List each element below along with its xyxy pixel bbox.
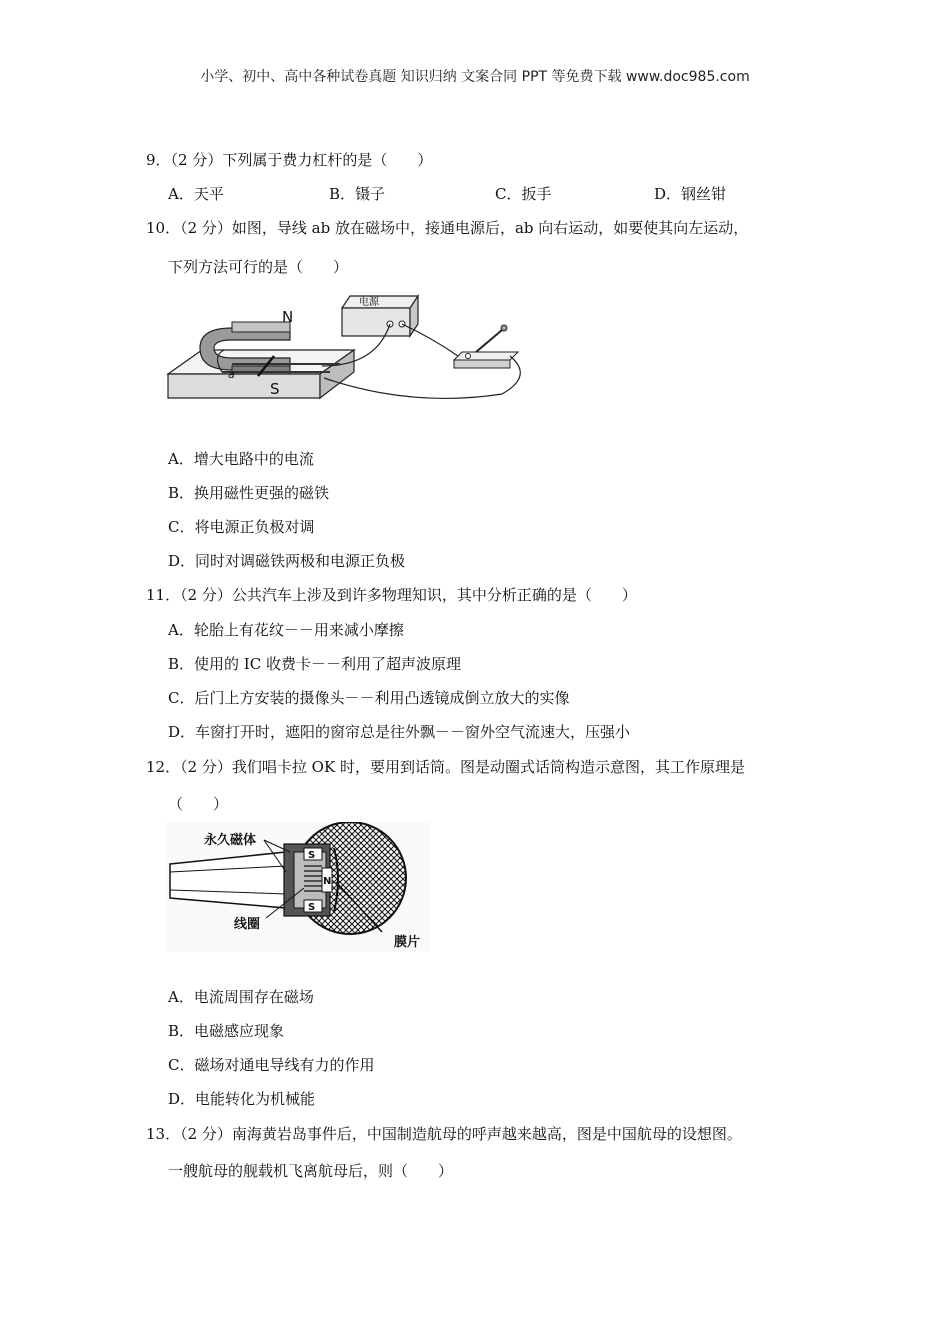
q10-option-b: B．换用磁性更强的磁铁 xyxy=(168,484,330,502)
q10-option-d: D．同时对调磁铁两极和电源正负极 xyxy=(168,552,406,570)
q12-option-b: B．电磁感应现象 xyxy=(168,1022,285,1040)
q9-option-b: B．镊子 xyxy=(329,185,386,203)
q10-option-c: C．将电源正负极对调 xyxy=(168,518,315,536)
label-s-pole: S xyxy=(270,380,280,398)
question-10-stem-line1: 10．（2 分）如图，导线 ab 放在磁场中，接通电源后，ab 向右运动，如要使其向左运动， xyxy=(146,219,749,237)
question-10-stem-line2: 下列方法可行的是（ ） xyxy=(168,258,349,276)
q12-option-c: C．磁场对通电导线有力的作用 xyxy=(168,1056,375,1074)
question-13-stem-line2: 一艘航母的舰载机飞离航母后，则（ ） xyxy=(168,1162,454,1180)
q11-option-d: D．车窗打开时，遮阳的窗帘总是往外飘－－窗外空气流速大，压强小 xyxy=(168,723,631,741)
question-13-stem-line1: 13．（2 分）南海黄岩岛事件后，中国制造航母的呼声越来越高，图是中国航母的设想图。 xyxy=(146,1125,742,1143)
question-9-stem: 9．（2 分）下列属于费力杠杆的是（ ） xyxy=(146,151,433,169)
page-header: 小学、初中、高中各种试卷真题 知识归纳 文案合同 PPT 等免费下载 www.doc985.com xyxy=(200,69,750,85)
label-permanent-magnet: 永久磁体 xyxy=(204,833,257,848)
label-n-center: N xyxy=(323,876,332,887)
q10-motor-figure xyxy=(162,286,532,408)
label-n-pole: N xyxy=(282,308,294,326)
q12-option-a: A．电流周围存在磁场 xyxy=(168,988,314,1006)
label-coil: 线圈 xyxy=(234,917,261,932)
q12-option-d: D．电能转化为机械能 xyxy=(168,1090,316,1108)
q11-option-a: A．轮胎上有花纹－－用来减小摩擦 xyxy=(168,621,404,639)
label-s-top: S xyxy=(308,850,316,861)
question-12-stem-line2: （ ） xyxy=(168,795,229,813)
question-11-stem: 11．（2 分）公共汽车上涉及到许多物理知识，其中分析正确的是（ ） xyxy=(146,586,637,604)
q9-option-c: C．扳手 xyxy=(495,185,552,203)
q12-microphone-figure xyxy=(166,822,430,952)
q9-option-d: D．钢丝钳 xyxy=(654,185,727,203)
q10-option-a: A．增大电路中的电流 xyxy=(168,450,314,468)
power-label: 电源 xyxy=(359,297,379,308)
q11-option-b: B．使用的 IC 收费卡－－利用了超声波原理 xyxy=(168,655,461,673)
question-12-stem-line1: 12．（2 分）我们唱卡拉 OK 时，要用到话筒。图是动圈式话筒构造示意图，其工作原理是 xyxy=(146,758,745,776)
q9-option-a: A．天平 xyxy=(168,185,224,203)
label-diaphragm: 膜片 xyxy=(394,935,421,950)
q11-option-c: C．后门上方安装的摄像头－－利用凸透镜成倒立放大的实像 xyxy=(168,689,570,707)
label-a: a xyxy=(228,368,235,381)
label-s-bottom: S xyxy=(308,902,316,913)
